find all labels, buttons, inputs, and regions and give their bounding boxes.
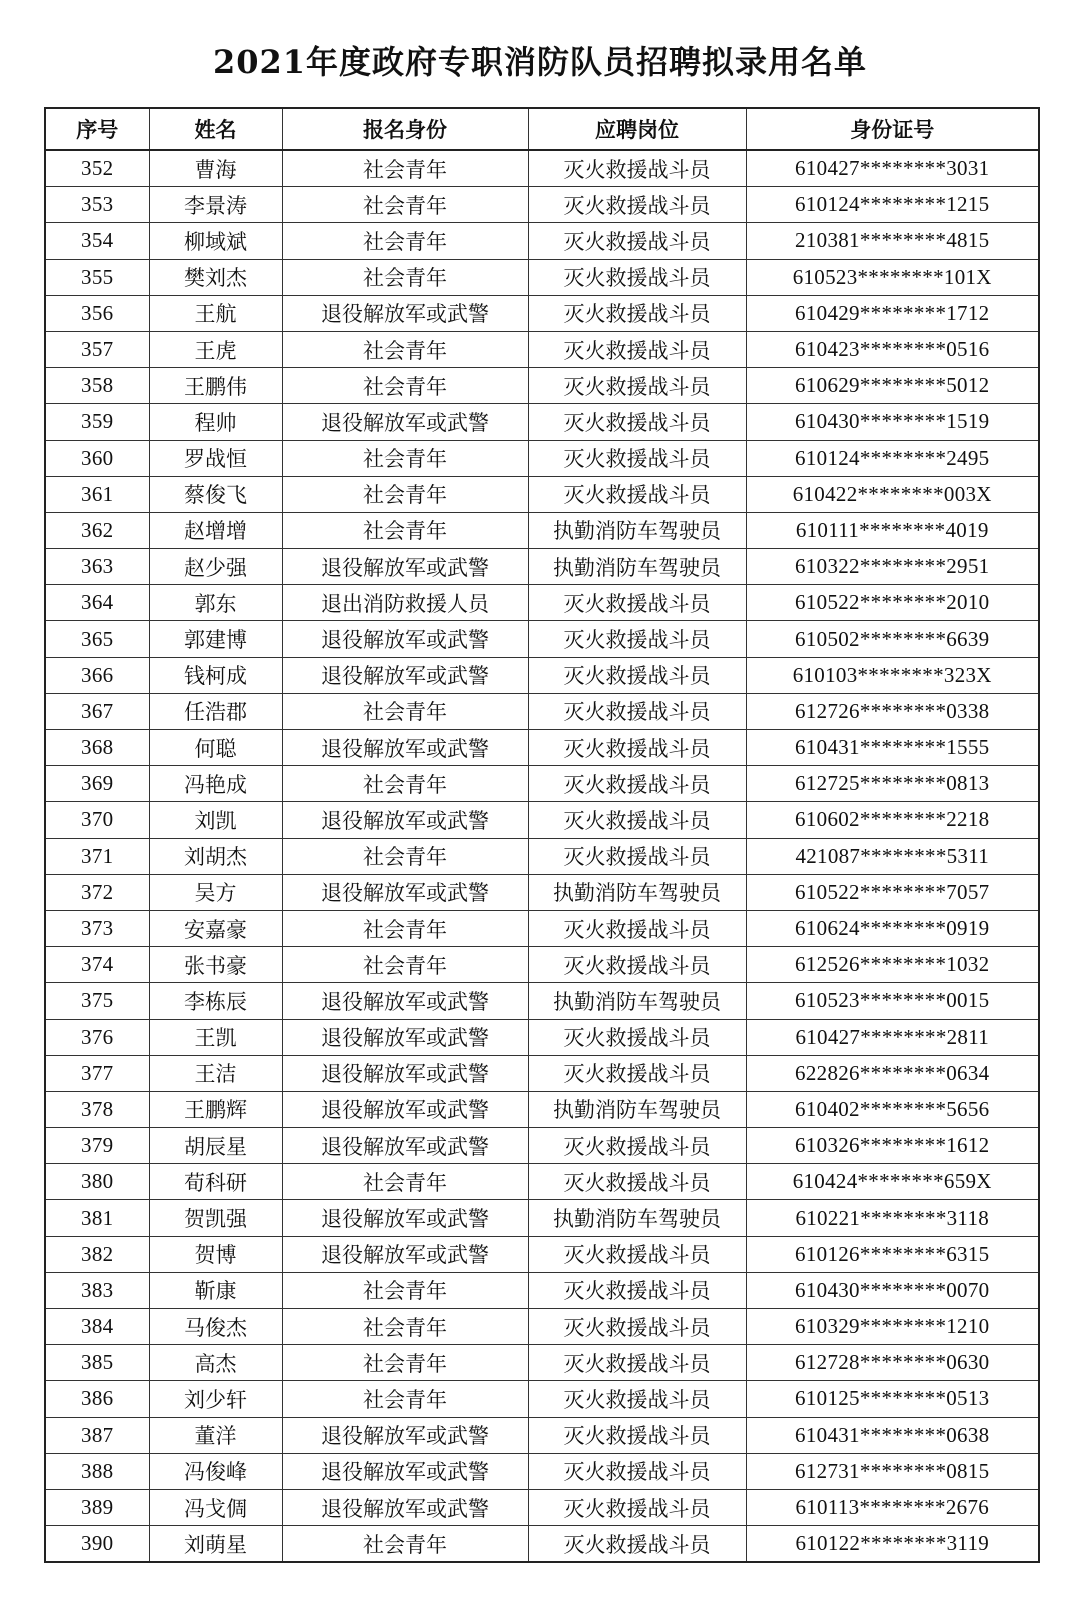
- cell-position: 灭火救援战斗员: [528, 1272, 746, 1308]
- cell-applicant-status: 退役解放军或武警: [282, 1019, 528, 1055]
- table-row: [45, 512, 1039, 548]
- cell-applicant-status: 社会青年: [282, 331, 528, 367]
- cell-id-number: 610429********1712: [746, 295, 1039, 331]
- cell-serial-number: 364: [45, 585, 149, 621]
- cell-name: 刘少轩: [149, 1381, 282, 1417]
- cell-name: 赵增增: [149, 512, 282, 548]
- cell-id-number: 610326********1612: [746, 1128, 1039, 1164]
- cell-applicant-status: 退役解放军或武警: [282, 1128, 528, 1164]
- cell-id-number: 610422********003X: [746, 476, 1039, 512]
- cell-name: 马俊杰: [149, 1309, 282, 1345]
- cell-serial-number: 355: [45, 259, 149, 295]
- cell-serial-number: 377: [45, 1055, 149, 1091]
- cell-id-number: 610629********5012: [746, 368, 1039, 404]
- cell-serial-number: 354: [45, 223, 149, 259]
- cell-position: 灭火救援战斗员: [528, 802, 746, 838]
- cell-id-number: 610322********2951: [746, 549, 1039, 585]
- cell-applicant-status: 社会青年: [282, 440, 528, 476]
- cell-name: 王洁: [149, 1055, 282, 1091]
- cell-name: 蔡俊飞: [149, 476, 282, 512]
- cell-id-number: 610431********0638: [746, 1417, 1039, 1453]
- table-row: [45, 802, 1039, 838]
- cell-name: 王航: [149, 295, 282, 331]
- table-row: [45, 1309, 1039, 1345]
- cell-position: 灭火救援战斗员: [528, 1236, 746, 1272]
- cell-position: 灭火救援战斗员: [528, 1526, 746, 1563]
- table-row: [45, 404, 1039, 440]
- roster-table: [44, 107, 1040, 1563]
- table-row: [45, 476, 1039, 512]
- cell-position: 灭火救援战斗员: [528, 368, 746, 404]
- table-row: [45, 331, 1039, 367]
- cell-id-number: 610424********659X: [746, 1164, 1039, 1200]
- cell-applicant-status: 退役解放军或武警: [282, 730, 528, 766]
- cell-position: 执勤消防车驾驶员: [528, 512, 746, 548]
- cell-position: 灭火救援战斗员: [528, 730, 746, 766]
- cell-applicant-status: 社会青年: [282, 512, 528, 548]
- cell-id-number: 610124********1215: [746, 187, 1039, 223]
- cell-serial-number: 367: [45, 693, 149, 729]
- table-row: [45, 1272, 1039, 1308]
- table-row: [45, 585, 1039, 621]
- cell-name: 王凯: [149, 1019, 282, 1055]
- cell-name: 何聪: [149, 730, 282, 766]
- cell-name: 郭建博: [149, 621, 282, 657]
- cell-applicant-status: 社会青年: [282, 150, 528, 187]
- table-row: [45, 1091, 1039, 1127]
- cell-serial-number: 389: [45, 1489, 149, 1525]
- cell-applicant-status: 社会青年: [282, 476, 528, 512]
- table-row: [45, 838, 1039, 874]
- cell-id-number: 610502********6639: [746, 621, 1039, 657]
- table-row: [45, 730, 1039, 766]
- cell-position: 灭火救援战斗员: [528, 150, 746, 187]
- cell-id-number: 610329********1210: [746, 1309, 1039, 1345]
- cell-applicant-status: 退役解放军或武警: [282, 657, 528, 693]
- cell-position: 灭火救援战斗员: [528, 766, 746, 802]
- cell-applicant-status: 退出消防救援人员: [282, 585, 528, 621]
- cell-serial-number: 357: [45, 331, 149, 367]
- cell-name: 张书豪: [149, 947, 282, 983]
- cell-id-number: 210381********4815: [746, 223, 1039, 259]
- cell-applicant-status: 退役解放军或武警: [282, 874, 528, 910]
- cell-position: 执勤消防车驾驶员: [528, 1091, 746, 1127]
- cell-name: 赵少强: [149, 549, 282, 585]
- cell-applicant-status: 退役解放军或武警: [282, 983, 528, 1019]
- cell-applicant-status: 退役解放军或武警: [282, 549, 528, 585]
- cell-position: 灭火救援战斗员: [528, 947, 746, 983]
- cell-applicant-status: 社会青年: [282, 838, 528, 874]
- cell-id-number: 612526********1032: [746, 947, 1039, 983]
- cell-serial-number: 360: [45, 440, 149, 476]
- cell-applicant-status: 社会青年: [282, 1272, 528, 1308]
- cell-serial-number: 352: [45, 150, 149, 187]
- cell-position: 灭火救援战斗员: [528, 223, 746, 259]
- cell-position: 灭火救援战斗员: [528, 1164, 746, 1200]
- cell-name: 刘胡杰: [149, 838, 282, 874]
- cell-position: 灭火救援战斗员: [528, 331, 746, 367]
- table-row: [45, 1345, 1039, 1381]
- cell-serial-number: 375: [45, 983, 149, 1019]
- cell-serial-number: 363: [45, 549, 149, 585]
- cell-serial-number: 381: [45, 1200, 149, 1236]
- cell-applicant-status: 社会青年: [282, 259, 528, 295]
- cell-name: 吴方: [149, 874, 282, 910]
- cell-serial-number: 385: [45, 1345, 149, 1381]
- cell-id-number: 610430********0070: [746, 1272, 1039, 1308]
- cell-name: 王虎: [149, 331, 282, 367]
- cell-name: 贺博: [149, 1236, 282, 1272]
- cell-id-number: 612726********0338: [746, 693, 1039, 729]
- table-row: [45, 1055, 1039, 1091]
- cell-applicant-status: 社会青年: [282, 1381, 528, 1417]
- table-row: [45, 693, 1039, 729]
- cell-id-number: 610602********2218: [746, 802, 1039, 838]
- cell-position: 灭火救援战斗员: [528, 657, 746, 693]
- table-row: [45, 766, 1039, 802]
- cell-name: 任浩郡: [149, 693, 282, 729]
- cell-position: 灭火救援战斗员: [528, 1309, 746, 1345]
- cell-id-number: 610522********2010: [746, 585, 1039, 621]
- cell-serial-number: 382: [45, 1236, 149, 1272]
- cell-position: 灭火救援战斗员: [528, 1489, 746, 1525]
- cell-id-number: 610402********5656: [746, 1091, 1039, 1127]
- cell-applicant-status: 社会青年: [282, 368, 528, 404]
- table-row: [45, 187, 1039, 223]
- cell-serial-number: 361: [45, 476, 149, 512]
- cell-position: 灭火救援战斗员: [528, 1019, 746, 1055]
- cell-name: 靳康: [149, 1272, 282, 1308]
- cell-name: 曹海: [149, 150, 282, 187]
- table-row: [45, 1526, 1039, 1563]
- cell-id-number: 610431********1555: [746, 730, 1039, 766]
- cell-id-number: 610103********323X: [746, 657, 1039, 693]
- cell-name: 李栋辰: [149, 983, 282, 1019]
- page-title: 2021年度政府专职消防队员招聘拟录用名单: [212, 43, 868, 81]
- cell-name: 李景涛: [149, 187, 282, 223]
- cell-name: 贺凯强: [149, 1200, 282, 1236]
- cell-serial-number: 370: [45, 802, 149, 838]
- table-row: [45, 657, 1039, 693]
- cell-name: 程帅: [149, 404, 282, 440]
- header-name: 姓名: [149, 108, 282, 150]
- cell-name: 刘凯: [149, 802, 282, 838]
- table-row: [45, 440, 1039, 476]
- cell-serial-number: 372: [45, 874, 149, 910]
- cell-position: 灭火救援战斗员: [528, 1381, 746, 1417]
- cell-serial-number: 366: [45, 657, 149, 693]
- cell-position: 灭火救援战斗员: [528, 187, 746, 223]
- cell-id-number: 622826********0634: [746, 1055, 1039, 1091]
- cell-name: 高杰: [149, 1345, 282, 1381]
- cell-name: 刘萌星: [149, 1526, 282, 1563]
- cell-name: 钱柯成: [149, 657, 282, 693]
- cell-id-number: 610427********2811: [746, 1019, 1039, 1055]
- cell-serial-number: 380: [45, 1164, 149, 1200]
- cell-id-number: 610423********0516: [746, 331, 1039, 367]
- table-row: [45, 910, 1039, 946]
- cell-name: 冯俊峰: [149, 1453, 282, 1489]
- cell-id-number: 610430********1519: [746, 404, 1039, 440]
- table-row: [45, 259, 1039, 295]
- cell-applicant-status: 退役解放军或武警: [282, 1200, 528, 1236]
- cell-applicant-status: 退役解放军或武警: [282, 295, 528, 331]
- cell-serial-number: 373: [45, 910, 149, 946]
- cell-id-number: 610624********0919: [746, 910, 1039, 946]
- cell-applicant-status: 社会青年: [282, 223, 528, 259]
- cell-position: 灭火救援战斗员: [528, 910, 746, 946]
- cell-serial-number: 359: [45, 404, 149, 440]
- cell-position: 灭火救援战斗员: [528, 838, 746, 874]
- header-id-number: 身份证号: [746, 108, 1039, 150]
- cell-applicant-status: 社会青年: [282, 1345, 528, 1381]
- cell-serial-number: 368: [45, 730, 149, 766]
- cell-position: 执勤消防车驾驶员: [528, 983, 746, 1019]
- cell-name: 柳域斌: [149, 223, 282, 259]
- cell-serial-number: 374: [45, 947, 149, 983]
- cell-serial-number: 365: [45, 621, 149, 657]
- cell-applicant-status: 退役解放军或武警: [282, 802, 528, 838]
- cell-name: 罗战恒: [149, 440, 282, 476]
- cell-applicant-status: 社会青年: [282, 187, 528, 223]
- cell-name: 荀科研: [149, 1164, 282, 1200]
- cell-serial-number: 383: [45, 1272, 149, 1308]
- cell-position: 执勤消防车驾驶员: [528, 549, 746, 585]
- cell-applicant-status: 退役解放军或武警: [282, 1236, 528, 1272]
- table-row: [45, 1128, 1039, 1164]
- cell-position: 灭火救援战斗员: [528, 621, 746, 657]
- cell-name: 王鹏辉: [149, 1091, 282, 1127]
- cell-applicant-status: 退役解放军或武警: [282, 1489, 528, 1525]
- table-row: [45, 549, 1039, 585]
- cell-id-number: 610126********6315: [746, 1236, 1039, 1272]
- table-row: [45, 1019, 1039, 1055]
- cell-serial-number: 371: [45, 838, 149, 874]
- cell-id-number: 612731********0815: [746, 1453, 1039, 1489]
- cell-id-number: 610427********3031: [746, 150, 1039, 187]
- cell-serial-number: 384: [45, 1309, 149, 1345]
- cell-id-number: 610523********0015: [746, 983, 1039, 1019]
- cell-serial-number: 390: [45, 1526, 149, 1563]
- cell-applicant-status: 社会青年: [282, 910, 528, 946]
- cell-id-number: 610111********4019: [746, 512, 1039, 548]
- cell-position: 灭火救援战斗员: [528, 693, 746, 729]
- cell-position: 灭火救援战斗员: [528, 259, 746, 295]
- cell-position: 灭火救援战斗员: [528, 1345, 746, 1381]
- cell-name: 安嘉豪: [149, 910, 282, 946]
- cell-position: 执勤消防车驾驶员: [528, 874, 746, 910]
- header-applicant-status: 报名身份: [282, 108, 528, 150]
- cell-serial-number: 356: [45, 295, 149, 331]
- table-header-row: [45, 108, 1039, 150]
- cell-applicant-status: 社会青年: [282, 1309, 528, 1345]
- cell-id-number: 610122********3119: [746, 1526, 1039, 1563]
- cell-serial-number: 362: [45, 512, 149, 548]
- table-row: [45, 874, 1039, 910]
- cell-serial-number: 388: [45, 1453, 149, 1489]
- cell-applicant-status: 退役解放军或武警: [282, 404, 528, 440]
- cell-position: 灭火救援战斗员: [528, 404, 746, 440]
- header-serial-number: 序号: [45, 108, 149, 150]
- cell-applicant-status: 社会青年: [282, 1526, 528, 1563]
- table-row: [45, 368, 1039, 404]
- cell-id-number: 612725********0813: [746, 766, 1039, 802]
- cell-serial-number: 386: [45, 1381, 149, 1417]
- table-row: [45, 1453, 1039, 1489]
- table-row: [45, 1200, 1039, 1236]
- cell-id-number: 421087********5311: [746, 838, 1039, 874]
- cell-serial-number: 387: [45, 1417, 149, 1453]
- table-row: [45, 947, 1039, 983]
- cell-position: 灭火救援战斗员: [528, 1055, 746, 1091]
- cell-applicant-status: 退役解放军或武警: [282, 1055, 528, 1091]
- cell-applicant-status: 退役解放军或武警: [282, 621, 528, 657]
- cell-name: 董洋: [149, 1417, 282, 1453]
- header-position: 应聘岗位: [528, 108, 746, 150]
- table-row: [45, 983, 1039, 1019]
- table-row: [45, 1489, 1039, 1525]
- cell-position: 灭火救援战斗员: [528, 1128, 746, 1164]
- cell-id-number: 610113********2676: [746, 1489, 1039, 1525]
- cell-id-number: 610124********2495: [746, 440, 1039, 476]
- table-row: [45, 1164, 1039, 1200]
- cell-name: 王鹏伟: [149, 368, 282, 404]
- cell-position: 灭火救援战斗员: [528, 1417, 746, 1453]
- cell-serial-number: 379: [45, 1128, 149, 1164]
- cell-applicant-status: 退役解放军或武警: [282, 1417, 528, 1453]
- cell-applicant-status: 退役解放军或武警: [282, 1091, 528, 1127]
- cell-position: 灭火救援战斗员: [528, 585, 746, 621]
- cell-serial-number: 369: [45, 766, 149, 802]
- cell-position: 灭火救援战斗员: [528, 295, 746, 331]
- cell-name: 郭东: [149, 585, 282, 621]
- cell-position: 灭火救援战斗员: [528, 440, 746, 476]
- table-row: [45, 150, 1039, 187]
- cell-serial-number: 378: [45, 1091, 149, 1127]
- cell-id-number: 610522********7057: [746, 874, 1039, 910]
- table-row: [45, 223, 1039, 259]
- cell-applicant-status: 社会青年: [282, 947, 528, 983]
- cell-id-number: 610125********0513: [746, 1381, 1039, 1417]
- cell-applicant-status: 社会青年: [282, 1164, 528, 1200]
- cell-serial-number: 358: [45, 368, 149, 404]
- cell-id-number: 612728********0630: [746, 1345, 1039, 1381]
- cell-name: 胡辰星: [149, 1128, 282, 1164]
- cell-id-number: 610221********3118: [746, 1200, 1039, 1236]
- table-row: [45, 1236, 1039, 1272]
- cell-serial-number: 376: [45, 1019, 149, 1055]
- table-row: [45, 295, 1039, 331]
- table-row: [45, 1381, 1039, 1417]
- table-row: [45, 621, 1039, 657]
- cell-name: 冯艳成: [149, 766, 282, 802]
- cell-applicant-status: 社会青年: [282, 766, 528, 802]
- cell-position: 执勤消防车驾驶员: [528, 1200, 746, 1236]
- table-row: [45, 1417, 1039, 1453]
- cell-position: 灭火救援战斗员: [528, 476, 746, 512]
- cell-serial-number: 353: [45, 187, 149, 223]
- cell-applicant-status: 退役解放军或武警: [282, 1453, 528, 1489]
- cell-name: 樊刘杰: [149, 259, 282, 295]
- cell-name: 冯戈倜: [149, 1489, 282, 1525]
- roster-body: [45, 150, 1039, 1562]
- cell-id-number: 610523********101X: [746, 259, 1039, 295]
- cell-position: 灭火救援战斗员: [528, 1453, 746, 1489]
- cell-applicant-status: 社会青年: [282, 693, 528, 729]
